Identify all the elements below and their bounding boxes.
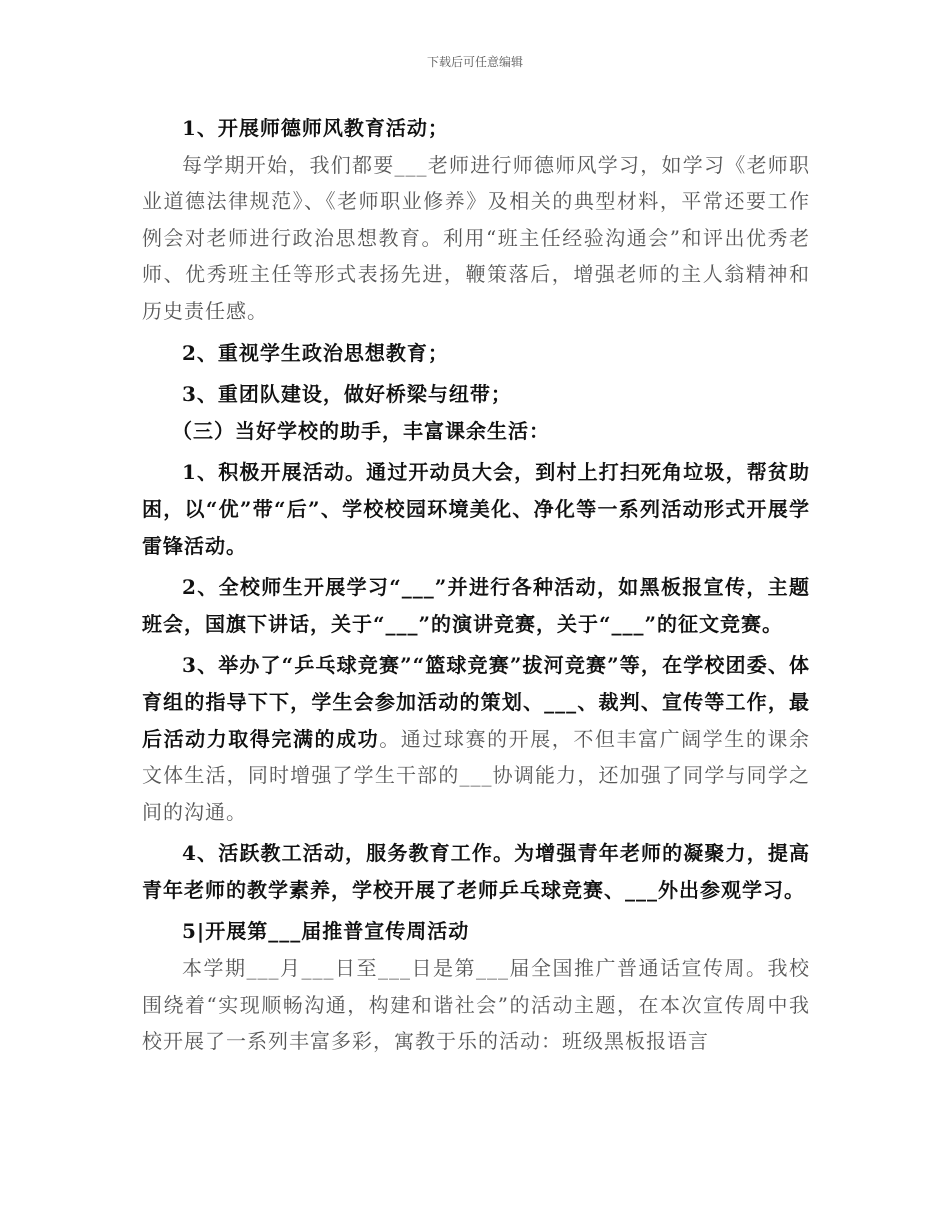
paragraph-activities-3: [142, 647, 810, 830]
paragraph-activities-3-bold: 3、举办了“乒乓球竞赛”“篮球竞赛”拔河竞赛”等，在学校团委、体育组的指导下下，学生会参加活动的策划、___、裁判、宣传等工作，最后活动力取得完满的成功: [142, 653, 810, 751]
heading-student-education: 2、重视学生政治思想教育；: [182, 340, 449, 365]
paragraph-activities-2: 2、全校师生开展学习“___”并进行各种活动，如黑板报宣传，主题班会，国旗下讲话，关于“___”的演讲竞赛，关于“___”的征文竞赛。: [142, 575, 810, 636]
paragraph-teacher-ethics: 每学期开始，我们都要___老师进行师德师风学习，如学习《老师职业道德法律规范》、《老师职业修养》及相关的典型材料，平常还要工作例会对老师进行政治思想教育。利用“班主任经验沟通会”和评出优秀老师、优秀班主任等形式表扬先进，鞭策落后，增强老师的主人翁精神和历史责任感。: [142, 152, 810, 323]
page-header: 下载后可任意编辑: [426, 55, 523, 69]
document-body: [142, 110, 810, 1060]
heading-teacher-ethics: 1、开展师德师风教育活动；: [182, 116, 449, 140]
section-heading-three: （三）当好学校的助手，丰富课余生活：: [172, 418, 550, 443]
heading-team-building: 3、重团队建设，做好桥梁与纽带；: [182, 382, 512, 407]
paragraph-activities-1: 1、积极开展活动。通过开动员大会，到村上打扫死角垃圾，帮贫助困，以“优”带“后”、学校校园环境美化、净化等一系列活动形式开展学雷锋活动。: [142, 460, 810, 558]
paragraph-activities-3-normal: 。通过球赛的开展，不但丰富广阔学生的课余文体生活，同时增强了学生干部的___协调能力，还加强了同学与同学之间的沟通。: [142, 726, 811, 824]
heading-putonghua-week: 5|开展第___届推普宣传周活动: [182, 919, 470, 944]
paragraph-putonghua-week: 本学期___月___日至___日是第___届全国推广普通话宣传周。我校围绕着“实现顺畅沟通，构建和谐社会”的活动主题，在本次宣传周中我校开展了一系列丰富多彩，寓教于乐的活动：班级黑板报语言: [142, 956, 810, 1054]
paragraph-activities-4: 4、活跃教工活动，服务教育工作。为增强青年老师的凝聚力，提高青年老师的教学素养，学校开展了老师乒乓球竞赛、___外出参观学习。: [142, 841, 810, 902]
